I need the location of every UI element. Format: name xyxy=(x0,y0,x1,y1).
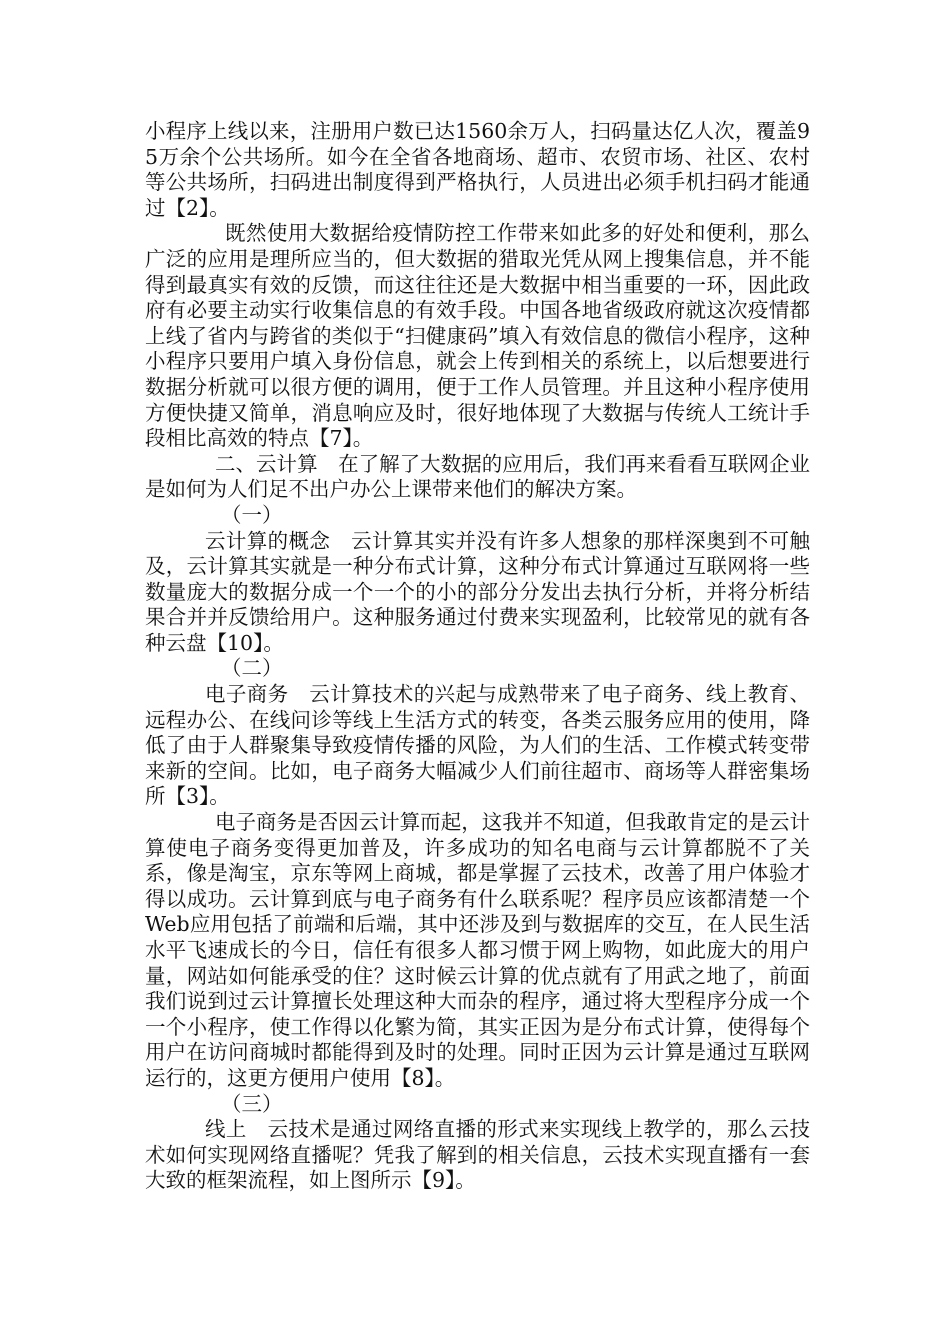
paragraph-mini-program-stats: 小程序上线以来，注册用户数已达1560余万人，扫码量达亿人次，覆盖95万余个公共场所。如今在全省各地商场、超市、农贸市场、社区、农村等公共场所，扫码进出制度得到严格执行，人员进出必须手机扫码才能通过【2】。 xyxy=(145,119,810,220)
paragraph-e-commerce-cloud: 电子商务是否因云计算而起，这我并不知道，但我敢肯定的是云计算使电子商务变得更加普及，许多成功的知名电商与云计算都脱不了关系，像是淘宝，京东等网上商城，都是掌握了云技术，改善了用户体验才得以成功。云计算到底与电子商务有什么联系呢？程序员应该都清楚一个Web应用包括了前端和后端，其中还涉及到与数据库的交互，在人民生活水平飞速成长的今日，信任有很多人都习惯于网上购物，如此庞大的用户量，网站如何能承受的住？这时候云计算的优点就有了用武之地了，前面我们说到过云计算擅长处理这种大而杂的程序，通过将大型程序分成一个一个小程序，使工作得以化繁为简，其实正因为是分布式计算，使得每个用户在访问商城时都能得到及时的处理。同时正因为云计算是通过互联网运行的，这更方便用户使用【8】。 xyxy=(145,810,810,1090)
paragraph-cloud-computing-intro: 二、云计算 在了解了大数据的应用后，我们再来看看互联网企业是如何为人们足不出户办公上课带来他们的解决方案。 xyxy=(145,451,810,502)
section-number-3: （三） xyxy=(221,1091,283,1116)
document-body xyxy=(145,119,810,1194)
paragraph-online-teaching: 线上 云技术是通过网络直播的形式来实现线上教学的，那么云技术如何实现网络直播呢？凭我了解到的相关信息，云技术实现直播有一套大致的框架流程，如上图所示【9】。 xyxy=(145,1117,810,1193)
section-number-2: （二） xyxy=(221,656,283,681)
paragraph-cloud-computing-concept: 云计算的概念 云计算其实并没有许多人想象的那样深奥到不可触及，云计算其实就是一种分布式计算，这种分布式计算通过互联网将一些数量庞大的数据分成一个一个的小的部分分发出去执行分析，并将分析结果合并并反馈给用户。这种服务通过付费来实现盈利，比较常见的就有各种云盘【10】。 xyxy=(145,528,810,655)
paragraph-big-data-collection: 既然使用大数据给疫情防控工作带来如此多的好处和便利，那么广泛的应用是理所应当的，但大数据的猎取光凭从网上搜集信息，并不能得到最真实有效的反馈，而这往往还是大数据中相当重要的一环，因此政府有必要主动实行收集信息的有效手段。中国各地省级政府就这次疫情都上线了省内与跨省的类似于“扫健康码”填入有效信息的微信小程序，这种小程序只要用户填入身份信息，就会上传到相关的系统上，以后想要进行数据分析就可以很方便的调用，便于工作人员管理。并且这种小程序使用方便快捷又简单，消息响应及时，很好地体现了大数据与传统人工统计手段相比高效的特点【7】。 xyxy=(145,221,810,451)
section-number-1: （一） xyxy=(221,502,283,527)
paragraph-e-commerce: 电子商务 云计算技术的兴起与成熟带来了电子商务、线上教育、远程办公、在线问诊等线上生活方式的转变，各类云服务应用的使用，降低了由于人群聚集导致疫情传播的风险，为人们的生活、工作模式转变带来新的空间。比如，电子商务大幅减少人们前往超市、商场等人群密集场所【3】。 xyxy=(145,682,810,809)
